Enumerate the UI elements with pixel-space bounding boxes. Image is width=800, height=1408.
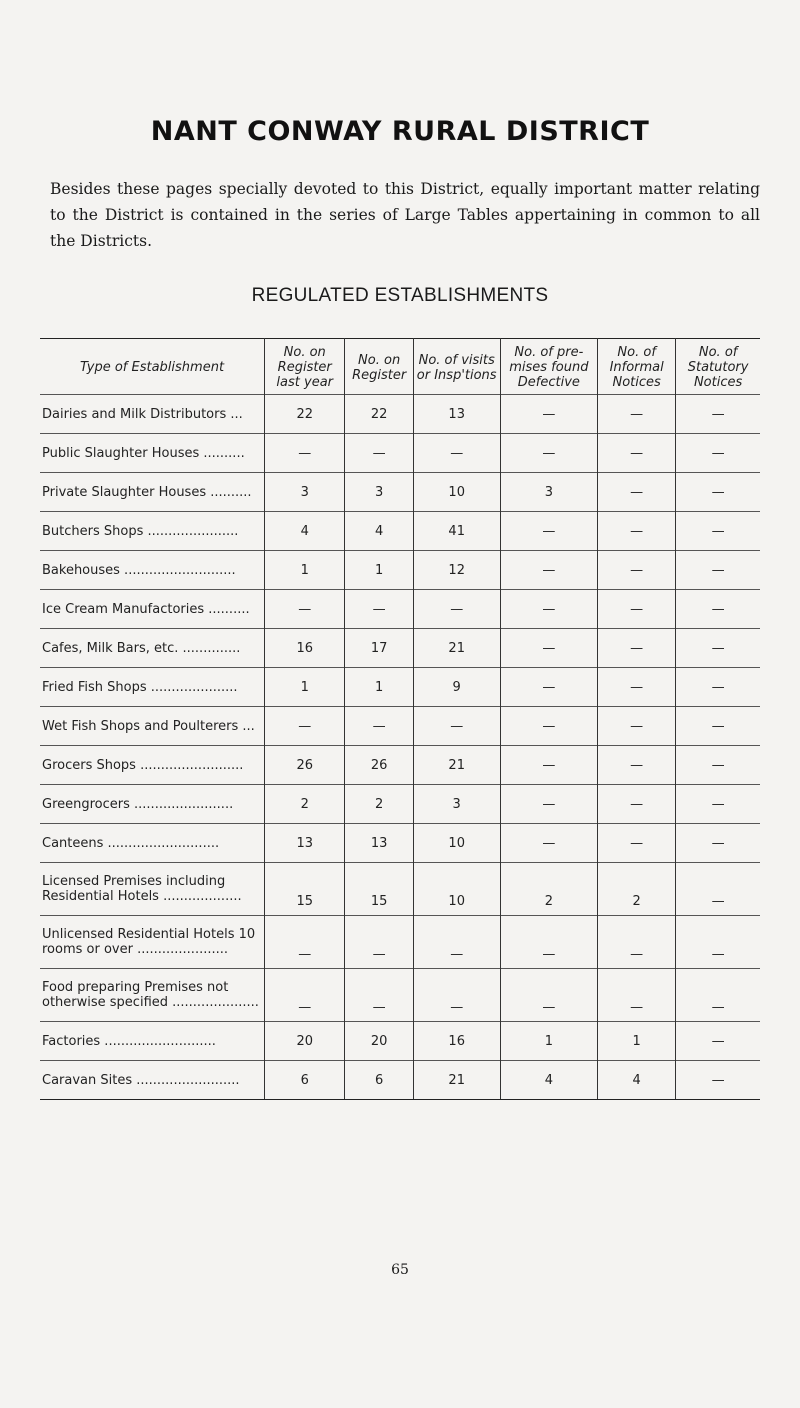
column-header: No. on Register: [345, 339, 413, 395]
value-cell: 1: [500, 1022, 597, 1061]
value-cell: —: [676, 746, 760, 785]
value-cell: —: [413, 590, 500, 629]
table-header-row: [40, 339, 760, 395]
table-row: [40, 824, 760, 863]
establishment-type-cell: Bakehouses ...........................: [40, 551, 265, 590]
value-cell: —: [598, 916, 676, 969]
value-cell: —: [676, 785, 760, 824]
value-cell: —: [676, 1061, 760, 1100]
establishment-type-cell: Grocers Shops .........................: [40, 746, 265, 785]
value-cell: 4: [598, 1061, 676, 1100]
value-cell: 3: [500, 473, 597, 512]
value-cell: 2: [598, 863, 676, 916]
value-cell: 2: [265, 785, 345, 824]
value-cell: —: [500, 824, 597, 863]
value-cell: —: [500, 707, 597, 746]
value-cell: 21: [413, 629, 500, 668]
value-cell: 4: [265, 512, 345, 551]
table-row: [40, 629, 760, 668]
value-cell: 3: [265, 473, 345, 512]
value-cell: 10: [413, 824, 500, 863]
value-cell: —: [598, 512, 676, 551]
column-header: No. of Informal Notices: [598, 339, 676, 395]
value-cell: 9: [413, 668, 500, 707]
establishment-type-cell: Canteens ...........................: [40, 824, 265, 863]
column-header: Type of Establishment: [79, 360, 225, 375]
value-cell: 6: [265, 1061, 345, 1100]
page-number: 65: [391, 1262, 409, 1278]
value-cell: 1: [345, 668, 413, 707]
value-cell: —: [676, 969, 760, 1022]
establishment-type-cell: Ice Cream Manufactories ..........: [40, 590, 265, 629]
establishment-type-cell: Unlicensed Residential Hotels 10 rooms or over ......................: [40, 916, 265, 969]
value-cell: 6: [345, 1061, 413, 1100]
value-cell: 15: [265, 863, 345, 916]
value-cell: —: [676, 668, 760, 707]
value-cell: —: [265, 969, 345, 1022]
value-cell: —: [265, 916, 345, 969]
value-cell: 4: [500, 1061, 597, 1100]
value-cell: —: [265, 434, 345, 473]
value-cell: —: [413, 969, 500, 1022]
table-row: [40, 746, 760, 785]
value-cell: —: [345, 969, 413, 1022]
column-header: No. on Register last year: [265, 339, 345, 395]
value-cell: 22: [345, 395, 413, 434]
establishment-type-cell: Factories ...........................: [40, 1022, 265, 1061]
establishment-type-cell: Greengrocers ........................: [40, 785, 265, 824]
value-cell: 1: [265, 668, 345, 707]
establishments-table: [40, 338, 760, 1100]
value-cell: —: [598, 551, 676, 590]
value-cell: —: [676, 629, 760, 668]
value-cell: —: [500, 916, 597, 969]
value-cell: 22: [265, 395, 345, 434]
establishment-type-cell: Licensed Premises including Residential Hotels ...................: [40, 863, 265, 916]
value-cell: 3: [345, 473, 413, 512]
value-cell: —: [500, 629, 597, 668]
table-row: [40, 707, 760, 746]
section-title: REGULATED ESTABLISHMENTS: [251, 285, 549, 306]
table-body: [40, 395, 760, 1100]
establishment-type-cell: Wet Fish Shops and Poulterers ...: [40, 707, 265, 746]
column-header: No. of visits or Insp'tions: [413, 339, 500, 395]
table-row: [40, 785, 760, 824]
value-cell: —: [598, 746, 676, 785]
value-cell: 21: [413, 746, 500, 785]
value-cell: —: [345, 434, 413, 473]
value-cell: 1: [345, 551, 413, 590]
value-cell: 2: [345, 785, 413, 824]
value-cell: —: [500, 434, 597, 473]
page-title: NANT CONWAY RURAL DISTRICT: [150, 116, 650, 147]
table-row: [40, 395, 760, 434]
value-cell: —: [676, 473, 760, 512]
establishment-type-cell: Butchers Shops ......................: [40, 512, 265, 551]
value-cell: 10: [413, 473, 500, 512]
value-cell: 15: [345, 863, 413, 916]
establishment-type-cell: Food preparing Premises not otherwise specified .....................: [40, 969, 265, 1022]
table-row: [40, 590, 760, 629]
value-cell: 4: [345, 512, 413, 551]
value-cell: 1: [598, 1022, 676, 1061]
value-cell: 41: [413, 512, 500, 551]
value-cell: —: [413, 707, 500, 746]
value-cell: 12: [413, 551, 500, 590]
value-cell: —: [413, 434, 500, 473]
value-cell: 13: [265, 824, 345, 863]
value-cell: —: [500, 785, 597, 824]
value-cell: —: [676, 824, 760, 863]
establishment-type-cell: Caravan Sites .........................: [40, 1061, 265, 1100]
table-row: [40, 863, 760, 916]
value-cell: —: [676, 1022, 760, 1061]
table-row: [40, 1022, 760, 1061]
table-row: [40, 668, 760, 707]
value-cell: 3: [413, 785, 500, 824]
table-row: [40, 916, 760, 969]
value-cell: —: [500, 512, 597, 551]
value-cell: —: [500, 395, 597, 434]
table-row: [40, 434, 760, 473]
value-cell: 17: [345, 629, 413, 668]
value-cell: —: [676, 434, 760, 473]
value-cell: 1: [265, 551, 345, 590]
value-cell: —: [598, 590, 676, 629]
establishment-type-cell: Private Slaughter Houses ..........: [40, 473, 265, 512]
table-row: [40, 551, 760, 590]
value-cell: —: [265, 590, 345, 629]
value-cell: —: [598, 668, 676, 707]
value-cell: —: [598, 785, 676, 824]
value-cell: 26: [345, 746, 413, 785]
value-cell: —: [500, 969, 597, 1022]
intro-paragraph: Besides these pages specially devoted to this District, equally important matter relating to the District is contained in the series of Large Tables appertaining in common to all the Districts.: [50, 180, 760, 250]
value-cell: —: [598, 395, 676, 434]
value-cell: —: [676, 512, 760, 551]
value-cell: —: [345, 590, 413, 629]
value-cell: —: [676, 395, 760, 434]
value-cell: —: [598, 824, 676, 863]
establishment-type-cell: Dairies and Milk Distributors ...: [40, 395, 265, 434]
value-cell: 16: [413, 1022, 500, 1061]
value-cell: —: [345, 916, 413, 969]
establishment-type-cell: Public Slaughter Houses ..........: [40, 434, 265, 473]
value-cell: —: [345, 707, 413, 746]
value-cell: —: [598, 473, 676, 512]
column-header: No. of Statutory Notices: [676, 339, 760, 395]
value-cell: —: [598, 969, 676, 1022]
value-cell: —: [265, 707, 345, 746]
value-cell: 26: [265, 746, 345, 785]
value-cell: 10: [413, 863, 500, 916]
value-cell: —: [413, 916, 500, 969]
value-cell: 20: [265, 1022, 345, 1061]
value-cell: —: [500, 746, 597, 785]
value-cell: —: [676, 916, 760, 969]
table-row: [40, 969, 760, 1022]
table-row: [40, 473, 760, 512]
value-cell: 20: [345, 1022, 413, 1061]
table-row: [40, 512, 760, 551]
value-cell: —: [500, 668, 597, 707]
column-header: No. of pre-mises found Defective: [500, 339, 597, 395]
value-cell: —: [676, 551, 760, 590]
value-cell: —: [500, 551, 597, 590]
value-cell: —: [676, 590, 760, 629]
establishments-table-container: [40, 338, 760, 1100]
value-cell: 2: [500, 863, 597, 916]
value-cell: —: [676, 707, 760, 746]
establishment-type-cell: Cafes, Milk Bars, etc. ..............: [40, 629, 265, 668]
value-cell: 16: [265, 629, 345, 668]
establishment-type-cell: Fried Fish Shops .....................: [40, 668, 265, 707]
value-cell: —: [500, 590, 597, 629]
value-cell: —: [676, 863, 760, 916]
value-cell: 13: [345, 824, 413, 863]
value-cell: 21: [413, 1061, 500, 1100]
value-cell: —: [598, 707, 676, 746]
value-cell: —: [598, 629, 676, 668]
value-cell: —: [598, 434, 676, 473]
table-row: [40, 1061, 760, 1100]
value-cell: 13: [413, 395, 500, 434]
